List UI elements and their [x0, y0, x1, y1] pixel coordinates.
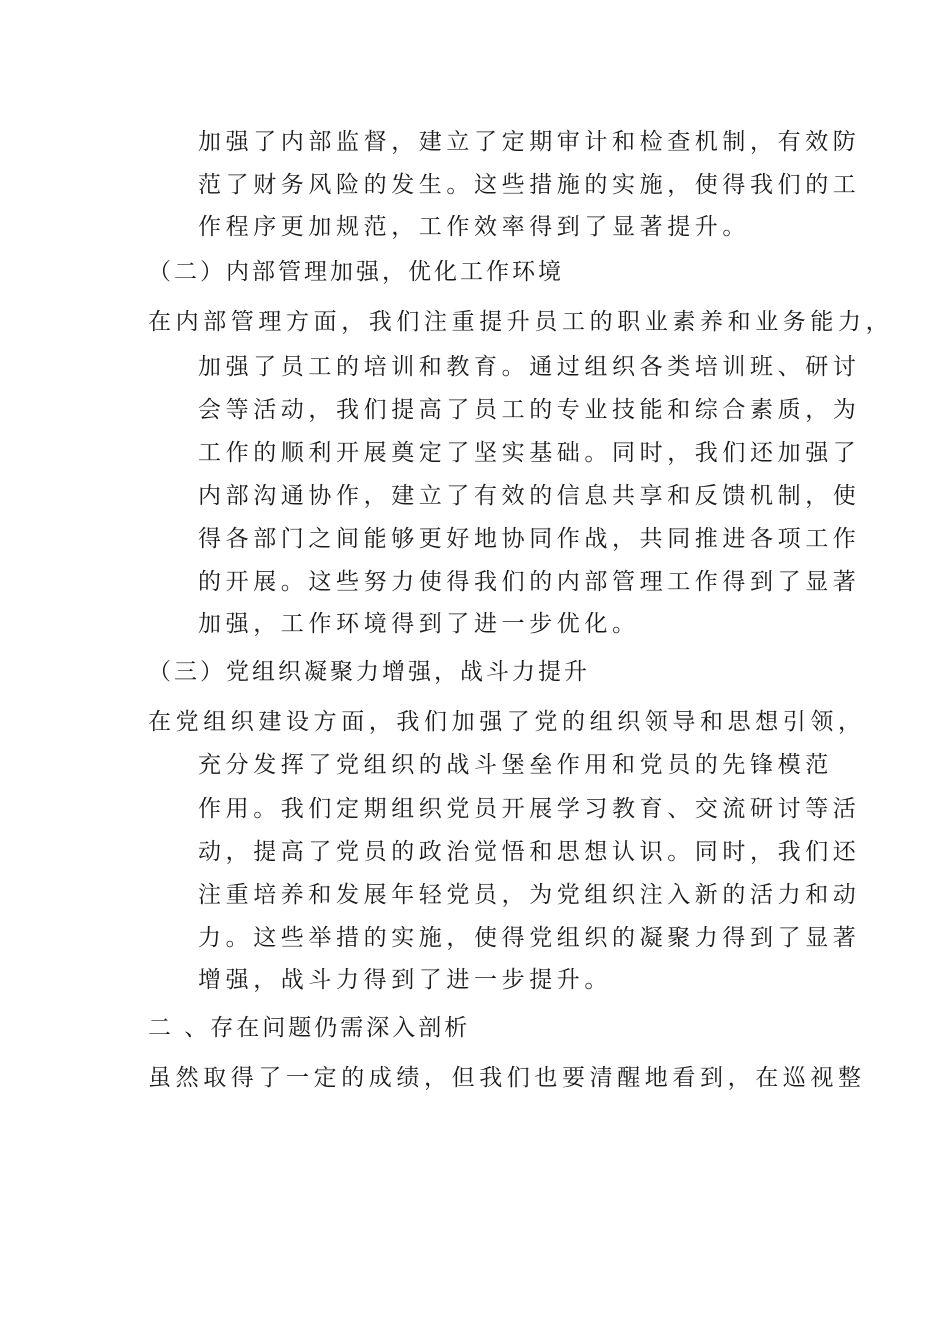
paragraph-line: 加强了内部监督，建立了定期审计和检查机制，有效防: [198, 129, 861, 155]
paragraph-line: 动，提高了党员的政治觉悟和思想认识。同时，我们还: [198, 839, 861, 865]
paragraph-line: 注重培养和发展年轻党员，为党组织注入新的活力和动: [198, 882, 861, 908]
section-heading: （三）党组织凝聚力增强，战斗力提升: [148, 659, 590, 685]
section-heading: （二）内部管理加强，优化工作环境: [148, 259, 564, 285]
paragraph-line: 内部沟通协作，建立了有效的信息共享和反馈机制，使: [198, 483, 861, 509]
paragraph-line: 加强了员工的培训和教育。通过组织各类培训班、研讨: [198, 354, 861, 380]
paragraph-line: 作程序更加规范，工作效率得到了显著提升。: [198, 214, 750, 240]
paragraph-line: 范了财务风险的发生。这些措施的实施，使得我们的工: [198, 172, 861, 198]
paragraph-line: 在内部管理方面，我们注重提升员工的职业素养和业务能力，: [148, 309, 894, 335]
paragraph-line: 增强，战斗力得到了进一步提升。: [198, 967, 612, 993]
section-heading: 二 、存在问题仍需深入剖析: [148, 1015, 471, 1041]
paragraph-line: 的开展。这些努力使得我们的内部管理工作得到了显著: [198, 569, 861, 595]
paragraph-line: 工作的顺利开展奠定了坚实基础。同时，我们还加强了: [198, 440, 861, 466]
paragraph-line: 会等活动，我们提高了员工的专业技能和综合素质，为: [198, 397, 861, 423]
paragraph-line: 在党组织建设方面，我们加强了党的组织领导和思想引领，: [148, 709, 866, 735]
paragraph-line: 作用。我们定期组织党员开展学习教育、交流研讨等活: [198, 796, 861, 822]
paragraph-line: 力。这些举措的实施，使得党组织的凝聚力得到了显著: [198, 925, 861, 951]
paragraph-line: 虽然取得了一定的成绩，但我们也要清醒地看到，在巡视整: [148, 1065, 866, 1091]
paragraph-line: 充分发挥了党组织的战斗堡垒作用和党员的先锋模范: [198, 752, 833, 778]
paragraph-line: 加强，工作环境得到了进一步优化。: [198, 611, 640, 637]
paragraph-line: 得各部门之间能够更好地协同作战，共同推进各项工作: [198, 526, 861, 552]
